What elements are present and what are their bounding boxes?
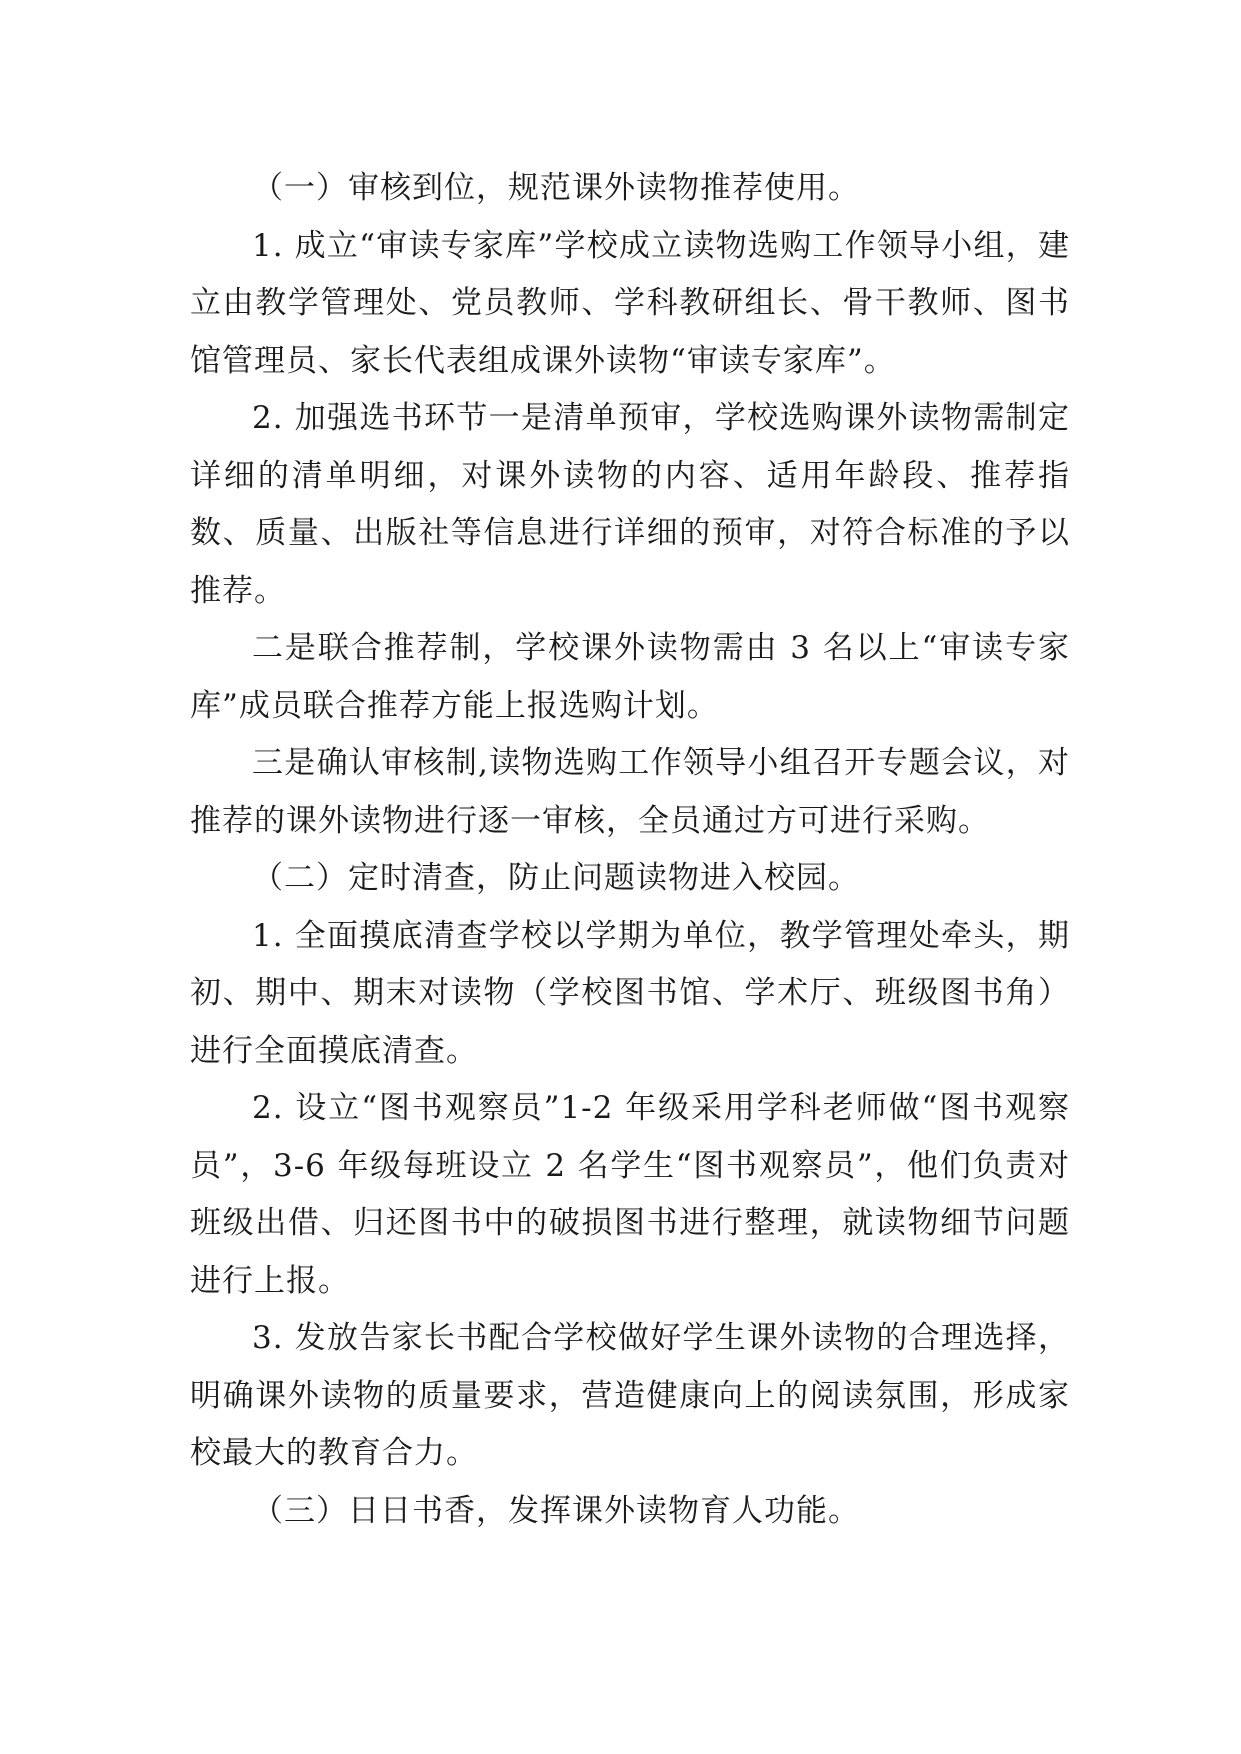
paragraph: 二是联合推荐制，学校课外读物需由 3 名以上“审读专家库”成员联合推荐方能上报选购计划。: [190, 630, 1070, 724]
section-heading-3: （三）日日书香，发挥课外读物育人功能。: [252, 1492, 860, 1529]
document-body: [190, 160, 1070, 1540]
paragraph: 2. 设立“图书观察员”1-2 年级采用学科老师做“图书观察员”，3-6 年级每班设立 2 名学生“图书观察员”，他们负责对班级出借、归还图书中的破损图书进行整理，就读物细节问题进行上报。: [190, 1090, 1070, 1299]
paragraph: 1. 成立“审读专家库”学校成立读物选购工作领导小组，建立由教学管理处、党员教师、学科教研组长、骨干教师、图书馆管理员、家长代表组成课外读物“审读专家库”。: [190, 227, 1070, 379]
section-heading-1: （一）审核到位，规范课外读物推荐使用。: [252, 170, 860, 206]
paragraph: 2. 加强选书环节一是清单预审，学校选购课外读物需制定详细的清单明细，对课外读物的内容、适用年龄段、推荐指数、质量、出版社等信息进行详细的预审，对符合标准的予以推荐。: [190, 400, 1070, 609]
paragraph: 3. 发放告家长书配合学校做好学生课外读物的合理选择，明确课外读物的质量要求，营造健康向上的阅读氛围，形成家校最大的教育合力。: [190, 1320, 1070, 1471]
section-heading-2: （二）定时清查，防止问题读物进入校园。: [252, 860, 860, 896]
paragraph: 1. 全面摸底清查学校以学期为单位，教学管理处牵头，期初、期中、期末对读物（学校图书馆、学术厅、班级图书角）进行全面摸底清查。: [190, 917, 1070, 1069]
paragraph: 三是确认审核制,读物选购工作领导小组召开专题会议，对推荐的课外读物进行逐一审核，全员通过方可进行采购。: [190, 745, 1070, 839]
